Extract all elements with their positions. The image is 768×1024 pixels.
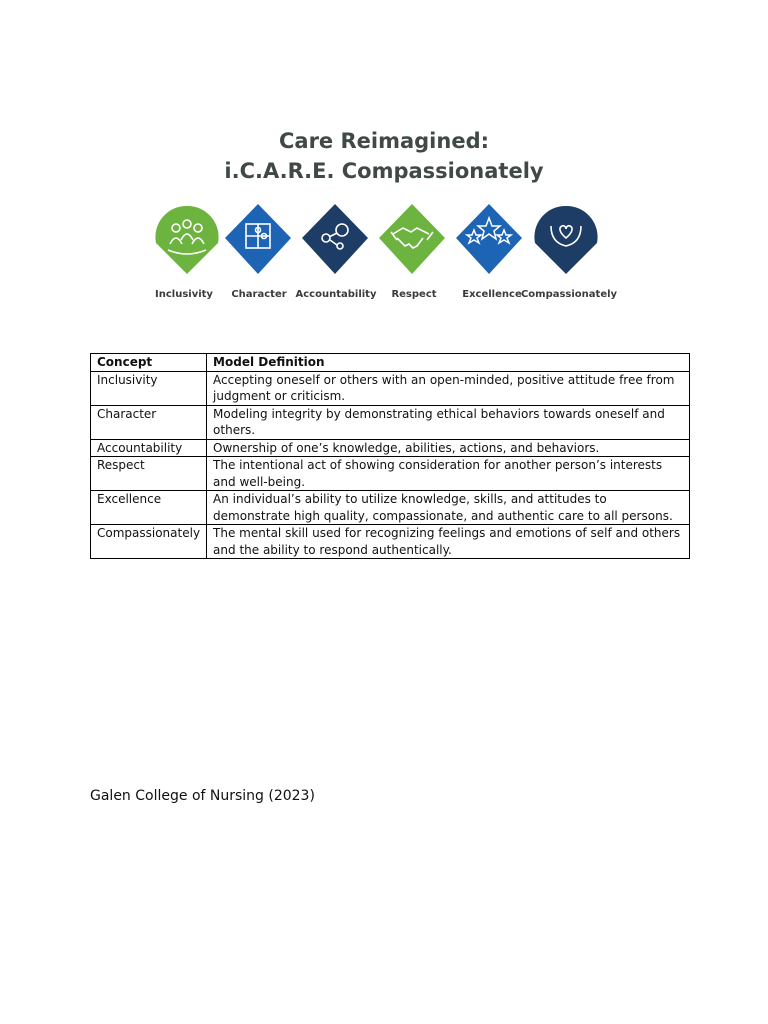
page-title-line1: Care Reimagined: (278, 129, 489, 153)
concept-cell: Character (91, 405, 207, 439)
header-model-definition: Model Definition (207, 354, 690, 372)
people-circle-icon (152, 200, 222, 275)
definition-cell: Ownership of one’s knowledge, abilities, actions, and behaviors. (207, 439, 690, 457)
concept-cell: Excellence (91, 491, 207, 525)
puzzle-icon (223, 200, 293, 275)
page-title-line2: i.C.A.R.E. Compassionately (224, 159, 544, 183)
table-row (91, 525, 690, 559)
table-row (91, 457, 690, 491)
concept-cell: Inclusivity (91, 371, 207, 405)
table-row (91, 491, 690, 525)
definition-cell: An individual’s ability to utilize knowledge, skills, and attitudes to demonstrate high quality, compassionate, and authentic care to all persons. (207, 491, 690, 525)
header-concept: Concept (91, 354, 207, 372)
concept-cell: Compassionately (91, 525, 207, 559)
table-row (91, 439, 690, 457)
table-header-row (91, 354, 690, 372)
value-label-compassionately: Compassionately (520, 289, 618, 300)
value-label-inclusivity: Inclusivity (155, 289, 213, 300)
table-row (91, 371, 690, 405)
value-label-accountability: Accountability (295, 289, 377, 300)
definition-cell: Modeling integrity by demonstrating ethical behaviors towards oneself and others. (207, 405, 690, 439)
definition-cell: The mental skill used for recognizing feelings and emotions of self and others and the ability to respond authentically. (207, 525, 690, 559)
stars-icon (454, 200, 524, 275)
value-label-character: Character (231, 289, 287, 300)
source-citation: Galen College of Nursing (2023) (90, 788, 315, 804)
network-nodes-icon (300, 200, 370, 275)
values-icon-row (152, 200, 622, 280)
concept-cell: Accountability (91, 439, 207, 457)
definition-cell: The intentional act of showing consideration for another person’s interests and well-being. (207, 457, 690, 491)
concept-definition-table (90, 353, 690, 559)
value-label-excellence: Excellence (462, 289, 522, 300)
handshake-icon (377, 200, 447, 275)
definition-cell: Accepting oneself or others with an open-minded, positive attitude free from judgment or criticism. (207, 371, 690, 405)
value-label-respect: Respect (391, 289, 437, 300)
concept-cell: Respect (91, 457, 207, 491)
hands-heart-icon (531, 200, 601, 275)
table-row (91, 405, 690, 439)
